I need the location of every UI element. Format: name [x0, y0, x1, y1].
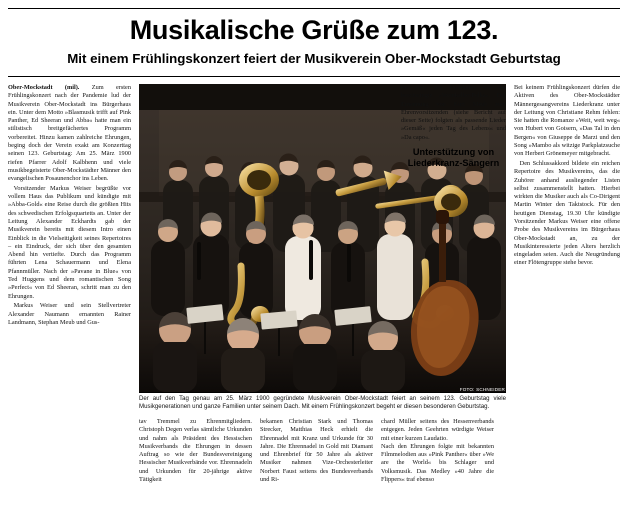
- article-column-3-lower: [260, 418, 373, 484]
- photo-credit: FOTO: SCHNEIDER: [459, 387, 505, 392]
- column5-paragraph-1: Bei keinem Frühlingskonzert dürfen die Aktiven des Ober-Mockstädter Männergesangvereins Liederkranz unter der Leitung von Christiane Rehm fehlen: Sie hatten die Romanze »Weit, weit weg« von Hubert von Goisern, »Das Tal in den Bergen« von Giuseppe de Marzi und den Song »Mambo als witzige Parkplatzsuche von Herbert Grönemeyer mitgebracht.: [514, 84, 620, 158]
- section-heading: Unterstützung von Liederkranz-Sängern: [407, 147, 500, 168]
- column4-paragraph-2: Nach den Ehrungen folgte mit bekannten Filmmelodien aus »Pink Panther« über »We are the World« bis Schlager und Volksmusik. Das Medley »40 Jahre die Flippers« traf ebenso: [381, 442, 494, 484]
- photo-caption: Der auf den Tag genau am 25. März 1900 gegründete Musikverein Ober-Mockstadt feiert an seinem 123. Geburtstag viele Musikgenerationen und ganze Familien unter seinem Dach. Mit einem Frühlingskonzert begeht er diesen besonderen Geburtstag.: [139, 395, 506, 411]
- subheadline: Mit einem Frühlingskonzert feiert der Musikverein Ober-Mockstadt Geburtstag: [67, 51, 561, 66]
- article-column-4: [401, 84, 506, 172]
- page-bottom-edge: [0, 507, 628, 513]
- article-column-4-lower: [381, 418, 494, 484]
- column3-paragraph-1: bekamen Christian Stark und Thomas Strecker, Matthias Heck erhielt die Ehrennadel mit Kranz und Urkunde für 30 Jahre. Die Ehrennadel in Gold mit Diamant und Ehrenbrief für 50 Jahre als aktiver Musiker nahmen Vize-Orchesterleiter Norbert Faust seitens des Bundesverbands und Ri-: [260, 418, 373, 484]
- column1-paragraph-2: Vorsitzender Markus Weiser begrüßte vor vollem Haus das Publikum und kündigte mit »Abba-Gold« eine Reise durch die größten Hits des schwedischen Erfolgsquartetts an. Unter der Leitung Alexander Eckhardts gab der Musikverein bereits mit diesem Intro einen Einblick in die Vielseitigkeit seines Repertoires – ein Eindruck, der sich über den gesamten Abend hin vertiefte. Durch das Programm führten Lena Schauermann und Elena Pfannmüller. Nach der »Pavane in Blue« von Ted Huggens und dem romantischen Song »Perfect« von Ed Sheeran, schritt man zu den Ehrungen.: [8, 184, 131, 300]
- column1-paragraph-3: Markus Weiser und sein Stellvertreter Alexander Naumann ernannten Rainer Landmann, Stephan Meub und Gus-: [8, 302, 131, 326]
- dateline: Ober-Mockstadt (mil).: [8, 84, 80, 91]
- article-column-5: [514, 84, 620, 269]
- article-column-1: [8, 84, 131, 328]
- page-title: Musikalische Grüße zum 123.: [129, 15, 499, 45]
- article-column-2-lower: [139, 418, 252, 484]
- column2-paragraph-1: tav Tremmel zu Ehrenmitgliedern. Christoph Degen verlas sämtliche Urkunden und nahm als Präsident des Hessischen Musikverbands die Ehrungen in dessen Auftrag so wie der Bundesvereinigung Hessischer Musikverbände vor. Ehrennadeln und Urkunden für 20-jährige aktive Tätigkeit: [139, 418, 252, 484]
- top-rule: [8, 8, 620, 9]
- caption-rule: [139, 392, 506, 393]
- column4-paragraph-1: chard Müller seitens des Hessenverbands entgegen. Jeden Geehrten würdigte Weiser mit einer kurzen Laudatio.: [381, 418, 494, 442]
- column1-paragraph-1: Zum ersten Frühlingskonzert nach der Pandemie lud der Musikverein Ober-Mockstadt ins Bürgerhaus ein. Unter dem Motto »Blasmusik trifft auf Pink Panther, Ed Sheeran und Abba« hatte man ein stilistisch breitgefächertes Programm vorbereitet. Hinzu kamen zahlreiche Ehrungen, beging doch der Verein exakt am Konzerttag seinen 123. Geburtstag: Am 25. März 1900 riefen Pfarrer Adolf Kalbhenn und viele musikbegeisterte Ober-Mockstädter Männer den evangelischen Posaunenchor ins Leben.: [8, 84, 131, 183]
- column5-paragraph-2: Den Schlussakkord bildete ein reichen Repertoire des Musikvereins, das die Zuhörer anhand ausliegender Listen selbst zusammenstellt hatten. Hierbei wirkten die Musiker auch als Co-Dirigent Martin Winter den Taktstock. Für den heutigen Dienstag, 19.30 Uhr kündigte Vorsitzender Markus Weiser eine offene Probe des Musikvereins im Bürgerhaus Ober-Mockstadt an, zu der Musikinteressierte jeden Alters herzlich eingeladen seien. Auch die Neugründung einer Flötengruppe stehe bevor.: [514, 159, 620, 267]
- column4-top-paragraph: ins Herz des Publikums wie die beschwingte »Weinkeller-Polka«. Der Ernennung von Kurt Meub zum Ehrenvorsitzenden (siehe Bericht auf dieser Seite) folgten als passende Lieder »Gemäß« jeden Tag des Lebens« und »Da capo«.: [401, 84, 506, 141]
- subhead-rule: [8, 76, 620, 77]
